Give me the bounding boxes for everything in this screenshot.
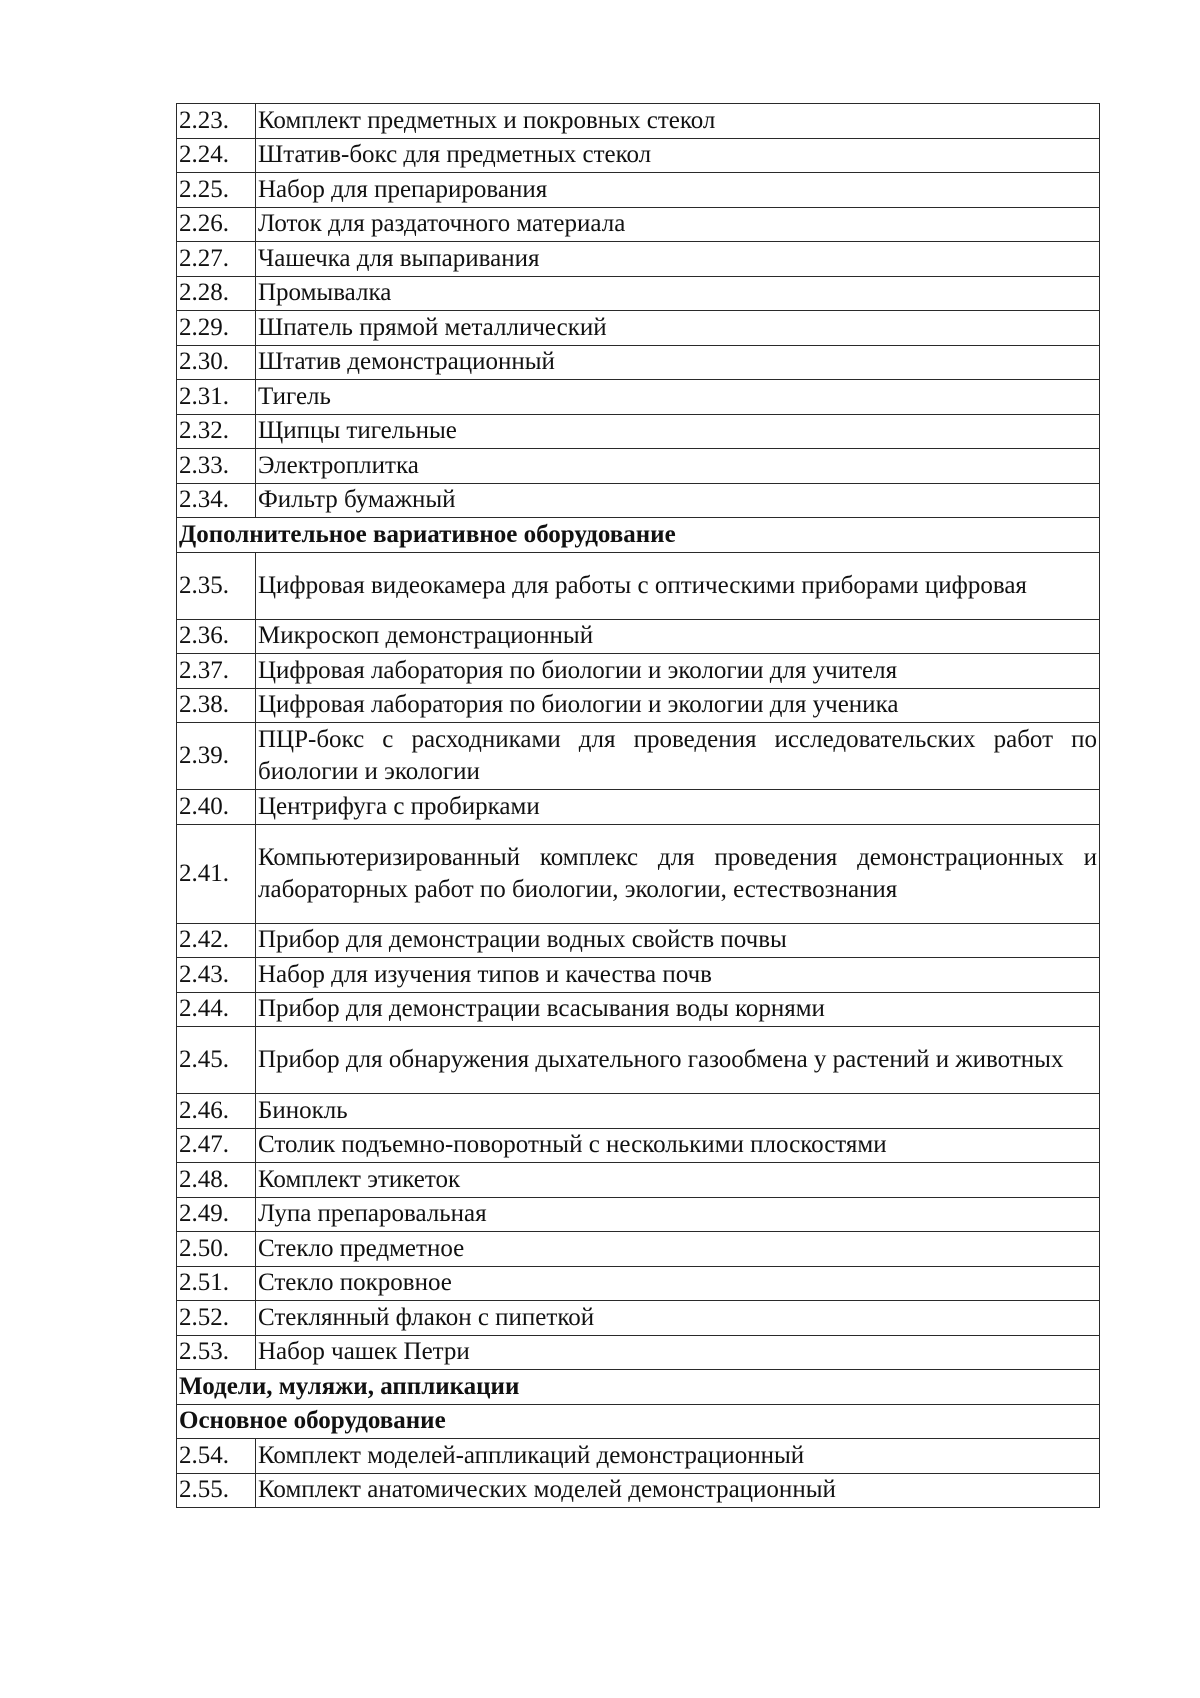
item-name: Стекло предметное [256,1232,1100,1267]
item-name: Микроскоп демонстрационный [256,619,1100,654]
item-number: 2.29. [177,311,256,346]
item-number: 2.50. [177,1232,256,1267]
item-name: Прибор для обнаружения дыхательного газообмена у растений и животных [256,1027,1100,1094]
item-number: 2.31. [177,380,256,415]
item-number: 2.54. [177,1439,256,1474]
table-row [177,380,1100,415]
item-number: 2.55. [177,1473,256,1508]
item-number: 2.44. [177,992,256,1027]
table-row [177,173,1100,208]
table-row [177,1027,1100,1094]
table-row [177,1094,1100,1129]
item-name: Набор для препарирования [256,173,1100,208]
item-number: 2.38. [177,688,256,723]
table-row [177,1301,1100,1336]
item-number: 2.46. [177,1094,256,1129]
item-number: 2.36. [177,619,256,654]
item-number: 2.53. [177,1335,256,1370]
item-name: Прибор для демонстрации всасывания воды корнями [256,992,1100,1027]
item-number: 2.42. [177,923,256,958]
item-number: 2.27. [177,242,256,277]
item-name: Электроплитка [256,449,1100,484]
item-name: Комплект этикеток [256,1163,1100,1198]
table-row [177,1163,1100,1198]
table-row [177,483,1100,518]
section-heading: Основное оборудование [177,1404,1100,1439]
item-number: 2.25. [177,173,256,208]
item-name: Цифровая видеокамера для работы с оптическими приборами цифровая [256,552,1100,619]
table-row [177,1232,1100,1267]
item-name: Прибор для демонстрации водных свойств почвы [256,923,1100,958]
item-number: 2.43. [177,958,256,993]
item-name: Стеклянный флакон с пипеткой [256,1301,1100,1336]
table-row [177,276,1100,311]
item-name: Компьютеризированный комплекс для проведения демонстрационных и лабораторных работ по биологии, экологии, естествознания [256,824,1100,923]
table-row [177,688,1100,723]
table-row [177,242,1100,277]
item-name: Шпатель прямой металлический [256,311,1100,346]
table-row [177,923,1100,958]
table-row [177,619,1100,654]
item-number: 2.52. [177,1301,256,1336]
item-name: Столик подъемно-поворотный с несколькими плоскостями [256,1128,1100,1163]
equipment-table-body [177,104,1100,1508]
equipment-table [176,103,1100,1508]
item-name: Набор чашек Петри [256,1335,1100,1370]
item-name: Цифровая лаборатория по биологии и экологии для учителя [256,654,1100,689]
item-name: Комплект моделей-аппликаций демонстрационный [256,1439,1100,1474]
item-number: 2.37. [177,654,256,689]
item-number: 2.33. [177,449,256,484]
table-row [177,958,1100,993]
item-number: 2.45. [177,1027,256,1094]
section-heading-row [177,1404,1100,1439]
table-row [177,1335,1100,1370]
item-number: 2.24. [177,138,256,173]
item-number: 2.49. [177,1197,256,1232]
table-row [177,207,1100,242]
item-name: Лупа препаровальная [256,1197,1100,1232]
item-name: Комплект предметных и покровных стекол [256,104,1100,139]
item-number: 2.41. [177,824,256,923]
item-name: Набор для изучения типов и качества почв [256,958,1100,993]
item-name: Фильтр бумажный [256,483,1100,518]
item-number: 2.40. [177,790,256,825]
section-heading-row [177,1370,1100,1405]
item-number: 2.30. [177,345,256,380]
table-row [177,552,1100,619]
item-number: 2.48. [177,1163,256,1198]
table-row [177,1128,1100,1163]
item-number: 2.26. [177,207,256,242]
table-row [177,1439,1100,1474]
section-heading: Дополнительное вариативное оборудование [177,518,1100,553]
item-name: Щипцы тигельные [256,414,1100,449]
item-name: Промывалка [256,276,1100,311]
item-number: 2.35. [177,552,256,619]
item-name: Штатив демонстрационный [256,345,1100,380]
table-row [177,449,1100,484]
item-name: Бинокль [256,1094,1100,1129]
item-name: ПЦР-бокс с расходниками для проведения исследовательских работ по биологии и экологии [256,723,1100,790]
section-heading: Модели, муляжи, аппликации [177,1370,1100,1405]
item-number: 2.28. [177,276,256,311]
table-row [177,723,1100,790]
item-name: Тигель [256,380,1100,415]
table-row [177,790,1100,825]
item-name: Комплект анатомических моделей демонстрационный [256,1473,1100,1508]
item-name: Центрифуга с пробирками [256,790,1100,825]
table-row [177,1266,1100,1301]
item-number: 2.39. [177,723,256,790]
table-row [177,992,1100,1027]
item-name: Чашечка для выпаривания [256,242,1100,277]
table-row [177,824,1100,923]
table-row [177,1473,1100,1508]
item-number: 2.51. [177,1266,256,1301]
table-row [177,104,1100,139]
item-name: Штатив-бокс для предметных стекол [256,138,1100,173]
table-row [177,138,1100,173]
item-name: Лоток для раздаточного материала [256,207,1100,242]
section-heading-row [177,518,1100,553]
table-row [177,345,1100,380]
item-name: Стекло покровное [256,1266,1100,1301]
item-number: 2.23. [177,104,256,139]
table-row [177,311,1100,346]
table-row [177,1197,1100,1232]
item-name: Цифровая лаборатория по биологии и экологии для ученика [256,688,1100,723]
table-row [177,414,1100,449]
item-number: 2.34. [177,483,256,518]
item-number: 2.32. [177,414,256,449]
item-number: 2.47. [177,1128,256,1163]
table-row [177,654,1100,689]
